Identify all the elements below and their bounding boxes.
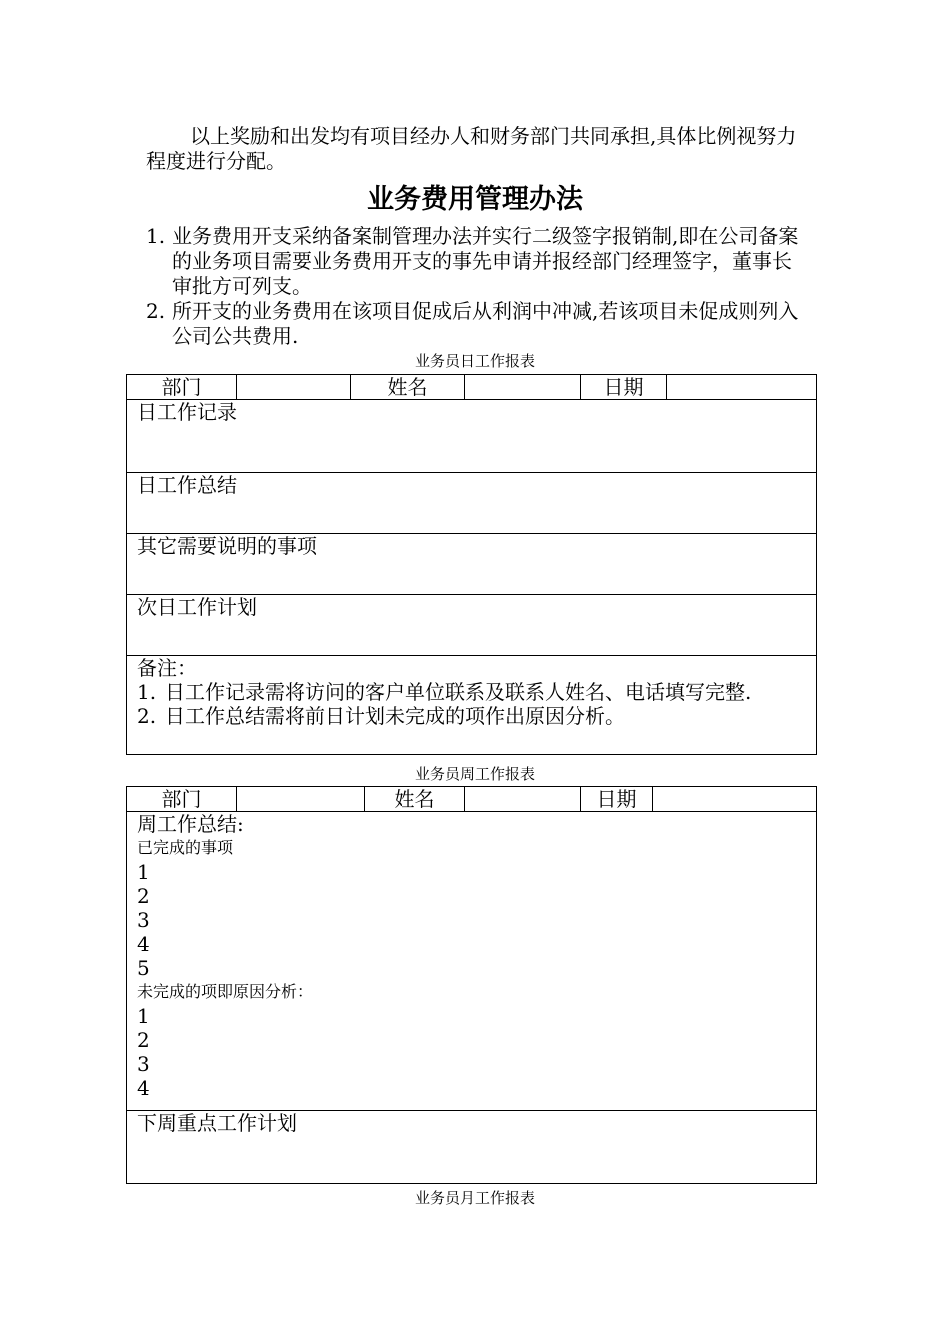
- daily-report-caption: 业务员日工作报表: [414, 352, 535, 370]
- next-week-plan-field[interactable]: [127, 1111, 817, 1184]
- weekly-header-row: [127, 787, 817, 812]
- notes-list: [137, 680, 816, 728]
- monthly-report-caption: 业务员月工作报表: [414, 1189, 535, 1207]
- dept-field[interactable]: [237, 787, 365, 812]
- note-number: 2.: [137, 704, 157, 728]
- daily-notes-cell: [127, 656, 817, 755]
- undone-item: 2: [137, 1028, 150, 1052]
- next-day-plan-label: 次日工作计划: [137, 595, 257, 619]
- done-item: 1: [137, 860, 150, 884]
- rule-text: 所开支的业务费用在该项目促成后从利润中冲减,若该项目未促成则列入公司公共费用.: [172, 299, 799, 348]
- date-field[interactable]: [653, 787, 817, 812]
- rule-item: [146, 299, 810, 349]
- dept-label: 部门: [127, 787, 237, 812]
- other-matters-field[interactable]: [127, 534, 817, 595]
- daily-summary-row: [127, 473, 817, 534]
- name-label: 姓名: [351, 375, 465, 400]
- weekly-report-table: [126, 786, 817, 1184]
- weekly-summary-field[interactable]: [127, 812, 817, 1111]
- rule-number: 1.: [146, 224, 166, 248]
- note-item: [137, 704, 816, 728]
- intro-paragraph: 以上奖励和出发均有项目经办人和财务部门共同承担,具体比例视努力程度进行分配。: [146, 124, 797, 173]
- done-item: 5: [137, 956, 150, 980]
- daily-header-row: [127, 375, 817, 400]
- dept-field[interactable]: [237, 375, 351, 400]
- name-label: 姓名: [365, 787, 465, 812]
- rules-list: [146, 224, 810, 349]
- done-item: 4: [137, 932, 150, 956]
- name-field[interactable]: [465, 787, 581, 812]
- undone-item: 1: [137, 1004, 150, 1028]
- daily-work-record-label: 日工作记录: [137, 400, 237, 424]
- undone-items-label: 未完成的项即原因分析：: [137, 982, 314, 1001]
- next-day-plan-field[interactable]: [127, 595, 817, 656]
- note-text: 日工作记录需将访问的客户单位联系及联系人姓名、电话填写完整.: [165, 680, 752, 704]
- undone-item: 3: [137, 1052, 150, 1076]
- note-text: 日工作总结需将前日计划未完成的项作出原因分析。: [165, 704, 625, 728]
- daily-notes-row: [127, 656, 817, 755]
- daily-work-record-field[interactable]: [127, 400, 817, 473]
- done-item: 3: [137, 908, 150, 932]
- next-week-plan-label: 下周重点工作计划: [137, 1111, 297, 1135]
- done-item: 2: [137, 884, 150, 908]
- rule-item: [146, 224, 810, 299]
- rule-number: 2.: [146, 299, 166, 323]
- dept-label: 部门: [127, 375, 237, 400]
- date-field[interactable]: [667, 375, 817, 400]
- date-label: 日期: [581, 787, 653, 812]
- name-field[interactable]: [465, 375, 581, 400]
- daily-summary-field[interactable]: [127, 473, 817, 534]
- done-items-label: 已完成的事项: [137, 838, 234, 857]
- next-day-plan-row: [127, 595, 817, 656]
- notes-label: 备注：: [137, 656, 197, 680]
- weekly-report-caption: 业务员周工作报表: [414, 765, 535, 783]
- weekly-summary-row: [127, 812, 817, 1111]
- other-matters-label: 其它需要说明的事项: [137, 534, 317, 558]
- date-label: 日期: [581, 375, 667, 400]
- weekly-summary-label: 周工作总结:: [137, 812, 244, 836]
- other-matters-row: [127, 534, 817, 595]
- daily-work-record-row: [127, 400, 817, 473]
- undone-item: 4: [137, 1076, 150, 1100]
- rule-text: 业务费用开支采纳备案制管理办法并实行二级签字报销制,即在公司备案的业务项目需要业务费用开支的事先申请并报经部门经理签字，董事长审批方可列支。: [172, 224, 799, 298]
- section-title: 业务费用管理办法: [367, 184, 583, 215]
- note-item: [137, 680, 816, 704]
- daily-report-table: [126, 374, 817, 755]
- daily-summary-label: 日工作总结: [137, 473, 237, 497]
- next-week-plan-row: [127, 1111, 817, 1184]
- note-number: 1.: [137, 680, 157, 704]
